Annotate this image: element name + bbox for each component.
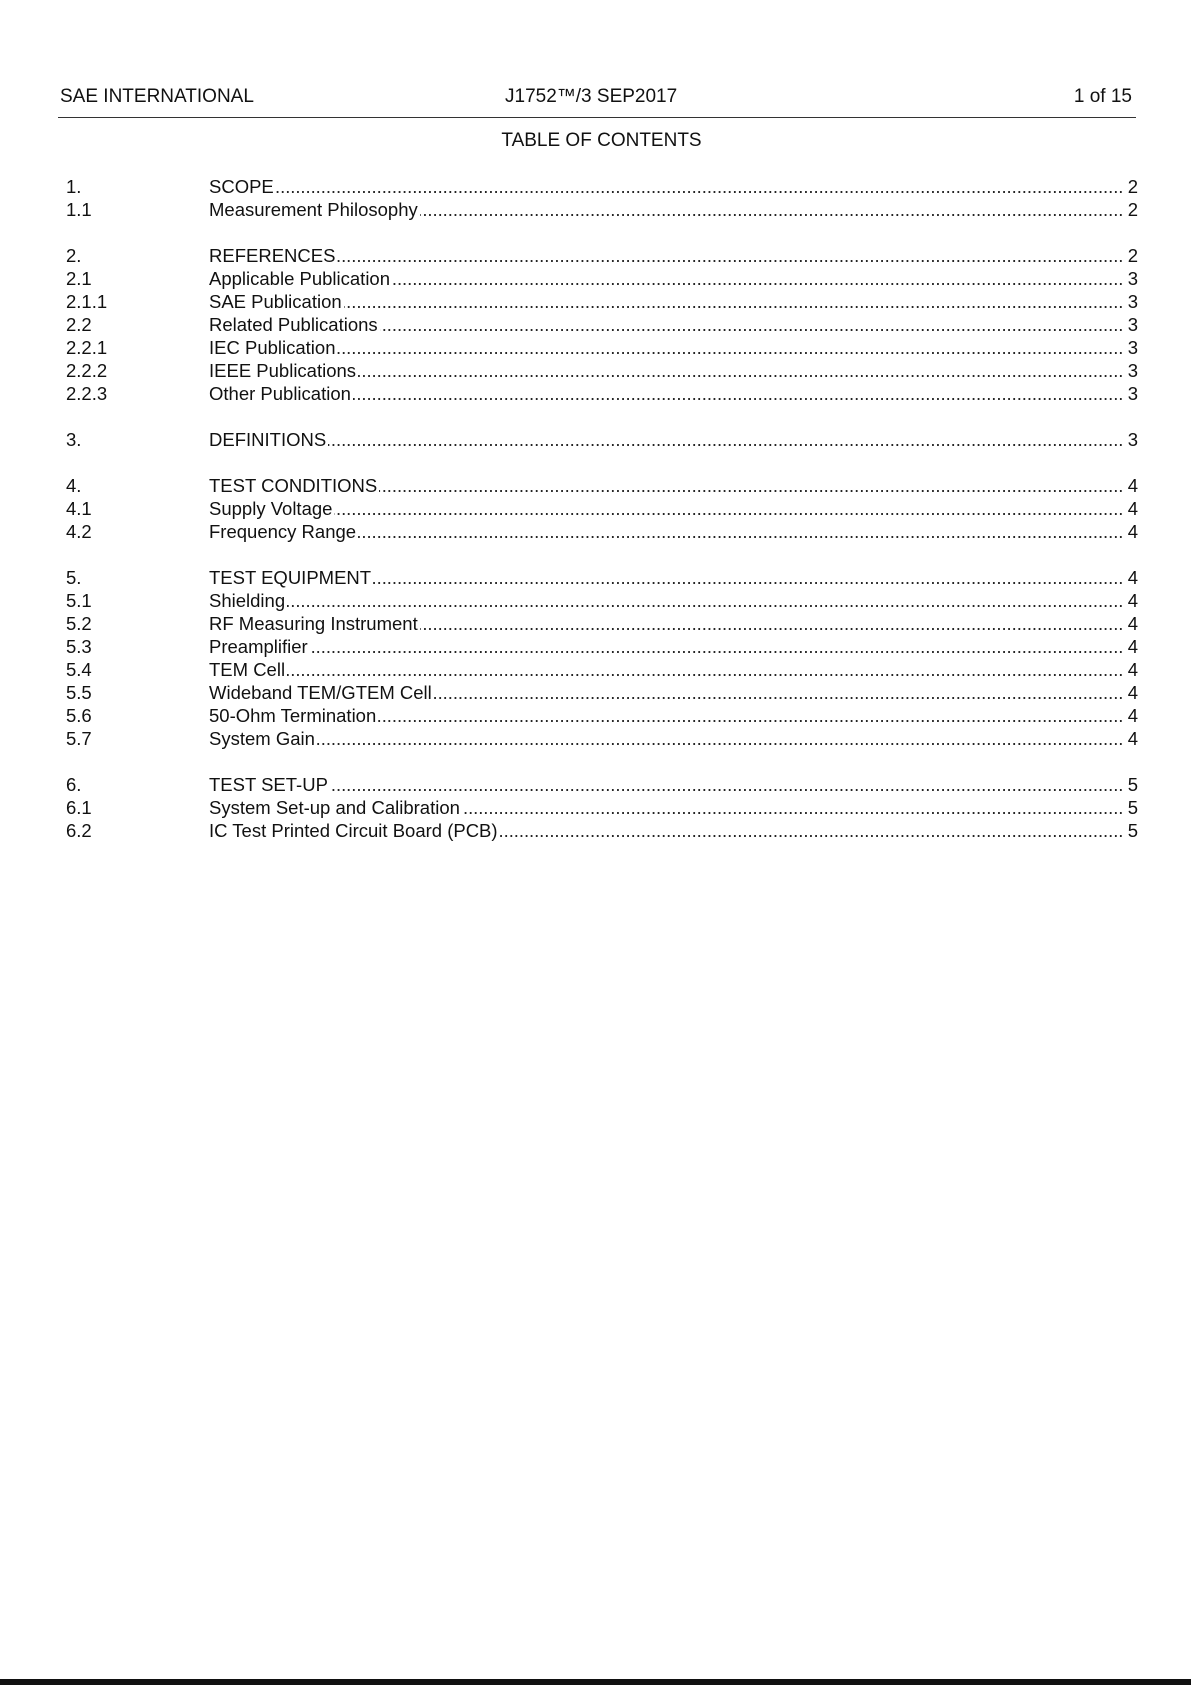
toc-section-title: IEEE Publications <box>209 360 357 381</box>
toc-entry-line <box>209 589 1138 612</box>
toc-dot-leader <box>209 589 1124 612</box>
toc-section-title: SAE Publication <box>209 291 342 312</box>
toc-section-number: 6.1 <box>66 797 92 818</box>
page-header <box>58 86 1134 112</box>
toc-entry-line <box>209 773 1138 796</box>
toc-dot-leader <box>209 428 1124 451</box>
toc-page-number: 3 <box>1127 429 1138 450</box>
toc-entry[interactable] <box>66 727 1138 750</box>
toc-title: TABLE OF CONTENTS <box>501 130 702 151</box>
toc-section-number: 4. <box>66 475 82 496</box>
header-organization: SAE INTERNATIONAL <box>60 86 254 107</box>
toc-entry-line <box>209 681 1138 704</box>
toc-page-number: 3 <box>1127 337 1138 358</box>
toc-entry[interactable] <box>66 244 1138 267</box>
toc-entry-line <box>209 244 1138 267</box>
toc-entry-line <box>209 796 1138 819</box>
toc-section-number: 2.2.2 <box>66 360 108 381</box>
toc-entry[interactable] <box>66 773 1138 796</box>
toc-entry-line <box>209 566 1138 589</box>
toc-section-title: Related Publications <box>209 314 378 335</box>
toc-entry-line <box>209 497 1138 520</box>
toc-section-number: 2. <box>66 245 82 266</box>
toc-section-number: 5.5 <box>66 682 92 703</box>
toc-section-title: Other Publication <box>209 383 351 404</box>
toc-entry-line <box>209 474 1138 497</box>
toc-entry-line <box>209 520 1138 543</box>
toc-section-title: TEST SET-UP <box>209 774 328 795</box>
toc-dot-leader <box>209 244 1124 267</box>
header-document-id: J1752™/3 SEP2017 <box>505 86 678 107</box>
toc-entry[interactable] <box>66 566 1138 589</box>
toc-section-number: 1.1 <box>66 199 92 220</box>
toc-entry[interactable] <box>66 819 1138 842</box>
toc-section-number: 5.3 <box>66 636 92 657</box>
toc-section-number: 3. <box>66 429 82 450</box>
toc-page-number: 5 <box>1127 774 1138 795</box>
toc-page-number: 4 <box>1127 498 1138 519</box>
toc-section-number: 5.6 <box>66 705 92 726</box>
toc-page-number: 3 <box>1127 314 1138 335</box>
toc-section-title: Measurement Philosophy <box>209 199 418 220</box>
toc-page-number: 4 <box>1127 705 1138 726</box>
toc-entry[interactable] <box>66 359 1138 382</box>
toc-page-number: 3 <box>1127 268 1138 289</box>
toc-entry-line <box>209 313 1138 336</box>
toc-dot-leader <box>209 773 1124 796</box>
toc-entry[interactable] <box>66 635 1138 658</box>
toc-section-title: Preamplifier <box>209 636 308 657</box>
toc-section-title: REFERENCES <box>209 245 336 266</box>
toc-section-number: 4.1 <box>66 498 92 519</box>
toc-section-title: IC Test Printed Circuit Board (PCB) <box>209 820 498 841</box>
toc-dot-leader <box>209 175 1124 198</box>
toc-section-title: Frequency Range <box>209 521 357 542</box>
toc-page-number: 2 <box>1127 199 1138 220</box>
toc-entry-line <box>209 382 1138 405</box>
toc-section-title: TEST EQUIPMENT <box>209 567 372 588</box>
toc-entry[interactable] <box>66 681 1138 704</box>
toc-section-number: 5.1 <box>66 590 92 611</box>
toc-section-number: 2.2 <box>66 314 92 335</box>
toc-section-number: 2.1.1 <box>66 291 108 312</box>
toc-page-number: 4 <box>1127 682 1138 703</box>
toc-entry-line <box>209 428 1138 451</box>
toc-entry[interactable] <box>66 198 1138 221</box>
toc-entry-line <box>209 727 1138 750</box>
toc-entry-line <box>209 359 1138 382</box>
toc-page-number: 3 <box>1127 383 1138 404</box>
toc-page-number: 4 <box>1127 613 1138 634</box>
toc-page-number: 4 <box>1127 567 1138 588</box>
toc-page-number: 4 <box>1127 728 1138 749</box>
toc-section-title: IEC Publication <box>209 337 336 358</box>
toc-section-title: Wideband TEM/GTEM Cell <box>209 682 432 703</box>
toc-dot-leader <box>209 290 1124 313</box>
toc-entry[interactable] <box>66 290 1138 313</box>
toc-entry-line <box>209 612 1138 635</box>
toc-section-number: 5.2 <box>66 613 92 634</box>
toc-page-number: 3 <box>1127 291 1138 312</box>
table-of-contents <box>66 175 1138 842</box>
toc-section-title: Supply Voltage <box>209 498 333 519</box>
toc-section-title: System Set-up and Calibration <box>209 797 460 818</box>
toc-entry-line <box>209 267 1138 290</box>
toc-page-number: 5 <box>1127 797 1138 818</box>
toc-entry[interactable] <box>66 658 1138 681</box>
toc-section-title: 50-Ohm Termination <box>209 705 377 726</box>
toc-entry[interactable] <box>66 796 1138 819</box>
toc-dot-leader <box>209 658 1124 681</box>
toc-section-number: 2.2.3 <box>66 383 108 404</box>
toc-entry-line <box>209 175 1138 198</box>
toc-entry-line <box>209 336 1138 359</box>
toc-section-number: 5. <box>66 567 82 588</box>
toc-section-number: 1. <box>66 176 82 197</box>
toc-section-title: SCOPE <box>209 176 274 197</box>
toc-section-title: DEFINITIONS <box>209 429 327 450</box>
toc-page-number: 4 <box>1127 659 1138 680</box>
toc-section-title: Shielding <box>209 590 286 611</box>
toc-page-number: 5 <box>1127 820 1138 841</box>
toc-entry-line <box>209 198 1138 221</box>
toc-entry[interactable] <box>66 520 1138 543</box>
header-divider <box>58 117 1136 118</box>
toc-entry-line <box>209 658 1138 681</box>
toc-entry[interactable] <box>66 336 1138 359</box>
toc-page-number: 2 <box>1127 176 1138 197</box>
toc-page-number: 2 <box>1127 245 1138 266</box>
toc-entry[interactable] <box>66 313 1138 336</box>
toc-section-title: TEST CONDITIONS <box>209 475 378 496</box>
toc-page-number: 4 <box>1127 521 1138 542</box>
toc-dot-leader <box>209 336 1124 359</box>
toc-dot-leader <box>209 497 1124 520</box>
toc-entry-line <box>209 290 1138 313</box>
toc-section-number: 2.2.1 <box>66 337 108 358</box>
toc-dot-leader <box>209 727 1124 750</box>
bottom-edge-bar <box>0 1679 1191 1685</box>
toc-page-number: 4 <box>1127 590 1138 611</box>
toc-section-title: TEM Cell <box>209 659 286 680</box>
toc-section-title: Applicable Publication <box>209 268 391 289</box>
toc-entry-line <box>209 704 1138 727</box>
toc-dot-leader <box>209 635 1124 658</box>
toc-section-number: 5.4 <box>66 659 92 680</box>
toc-page-number: 4 <box>1127 636 1138 657</box>
toc-entry[interactable] <box>66 428 1138 451</box>
toc-section-number: 5.7 <box>66 728 92 749</box>
toc-section-number: 6.2 <box>66 820 92 841</box>
toc-section-number: 2.1 <box>66 268 92 289</box>
toc-entry[interactable] <box>66 589 1138 612</box>
toc-entry[interactable] <box>66 704 1138 727</box>
toc-section-title: RF Measuring Instrument <box>209 613 418 634</box>
toc-page-number: 3 <box>1127 360 1138 381</box>
toc-entry[interactable] <box>66 612 1138 635</box>
toc-section-number: 4.2 <box>66 521 92 542</box>
toc-entry[interactable] <box>66 382 1138 405</box>
toc-entry-line <box>209 635 1138 658</box>
toc-section-number: 6. <box>66 774 82 795</box>
toc-entry[interactable] <box>66 474 1138 497</box>
header-page-number: 1 of 15 <box>1073 86 1132 107</box>
toc-entry[interactable] <box>66 497 1138 520</box>
toc-entry[interactable] <box>66 175 1138 198</box>
toc-entry-line <box>209 819 1138 842</box>
toc-page-number: 4 <box>1127 475 1138 496</box>
toc-entry[interactable] <box>66 267 1138 290</box>
toc-section-title: System Gain <box>209 728 315 749</box>
